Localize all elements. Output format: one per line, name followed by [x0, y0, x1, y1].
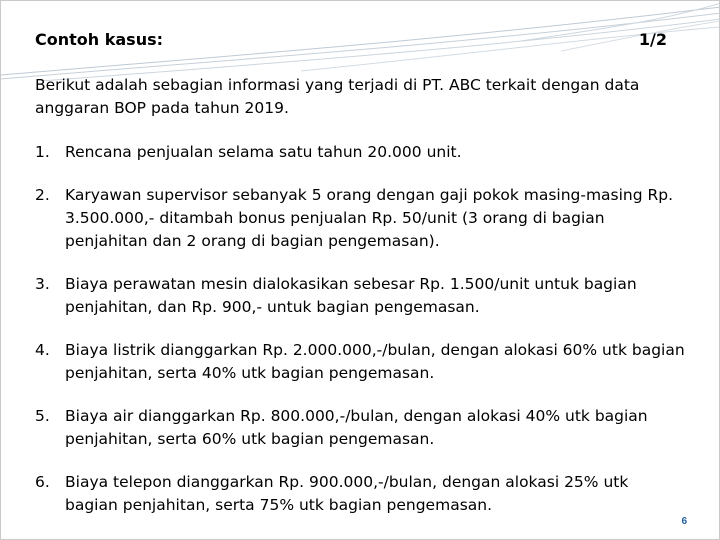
- list-item-number: 6.: [35, 473, 50, 491]
- list-item-text: Biaya air dianggarkan Rp. 800.000,-/bulan, dengan alokasi 40% utk bagian penjahitan, serta 60% utk bagian pengemasan.: [65, 407, 648, 448]
- list-item: [35, 471, 685, 517]
- list-item-number: 4.: [35, 341, 50, 359]
- list-item: [35, 405, 685, 451]
- list-item: [35, 339, 685, 385]
- case-item-list: [35, 141, 685, 537]
- list-item: [35, 184, 685, 253]
- list-item-text: Biaya listrik dianggarkan Rp. 2.000.000,-/bulan, dengan alokasi 60% utk bagian penjahitan, serta 40% utk bagian pengemasan.: [65, 341, 685, 382]
- page-counter: 1/2: [638, 30, 667, 49]
- list-item-text: Biaya telepon dianggarkan Rp. 900.000,-/bulan, dengan alokasi 25% utk bagian penjahitan, serta 75% utk bagian pengemasan.: [65, 473, 629, 514]
- list-item-text: Rencana penjualan selama satu tahun 20.000 unit.: [65, 143, 462, 161]
- list-item: [35, 141, 685, 164]
- slide-heading: Contoh kasus:: [35, 30, 163, 49]
- list-item-text: Biaya perawatan mesin dialokasikan sebesar Rp. 1.500/unit untuk bagian penjahitan, dan Rp. 900,- untuk bagian pengemasan.: [65, 275, 637, 316]
- list-item-number: 3.: [35, 275, 50, 293]
- list-item: [35, 273, 685, 319]
- list-item-number: 2.: [35, 186, 50, 204]
- list-item-number: 5.: [35, 407, 50, 425]
- intro-paragraph: Berikut adalah sebagian informasi yang terjadi di PT. ABC terkait dengan data anggaran BOP pada tahun 2019.: [35, 76, 640, 117]
- slide-number: 6: [681, 516, 687, 527]
- list-item-text: Karyawan supervisor sebanyak 5 orang dengan gaji pokok masing-masing Rp. 3.500.000,- ditambah bonus penjualan Rp. 50/unit (3 orang di bagian penjahitan dan 2 orang di bagian pengemasan).: [65, 186, 674, 250]
- list-item-number: 1.: [35, 143, 50, 161]
